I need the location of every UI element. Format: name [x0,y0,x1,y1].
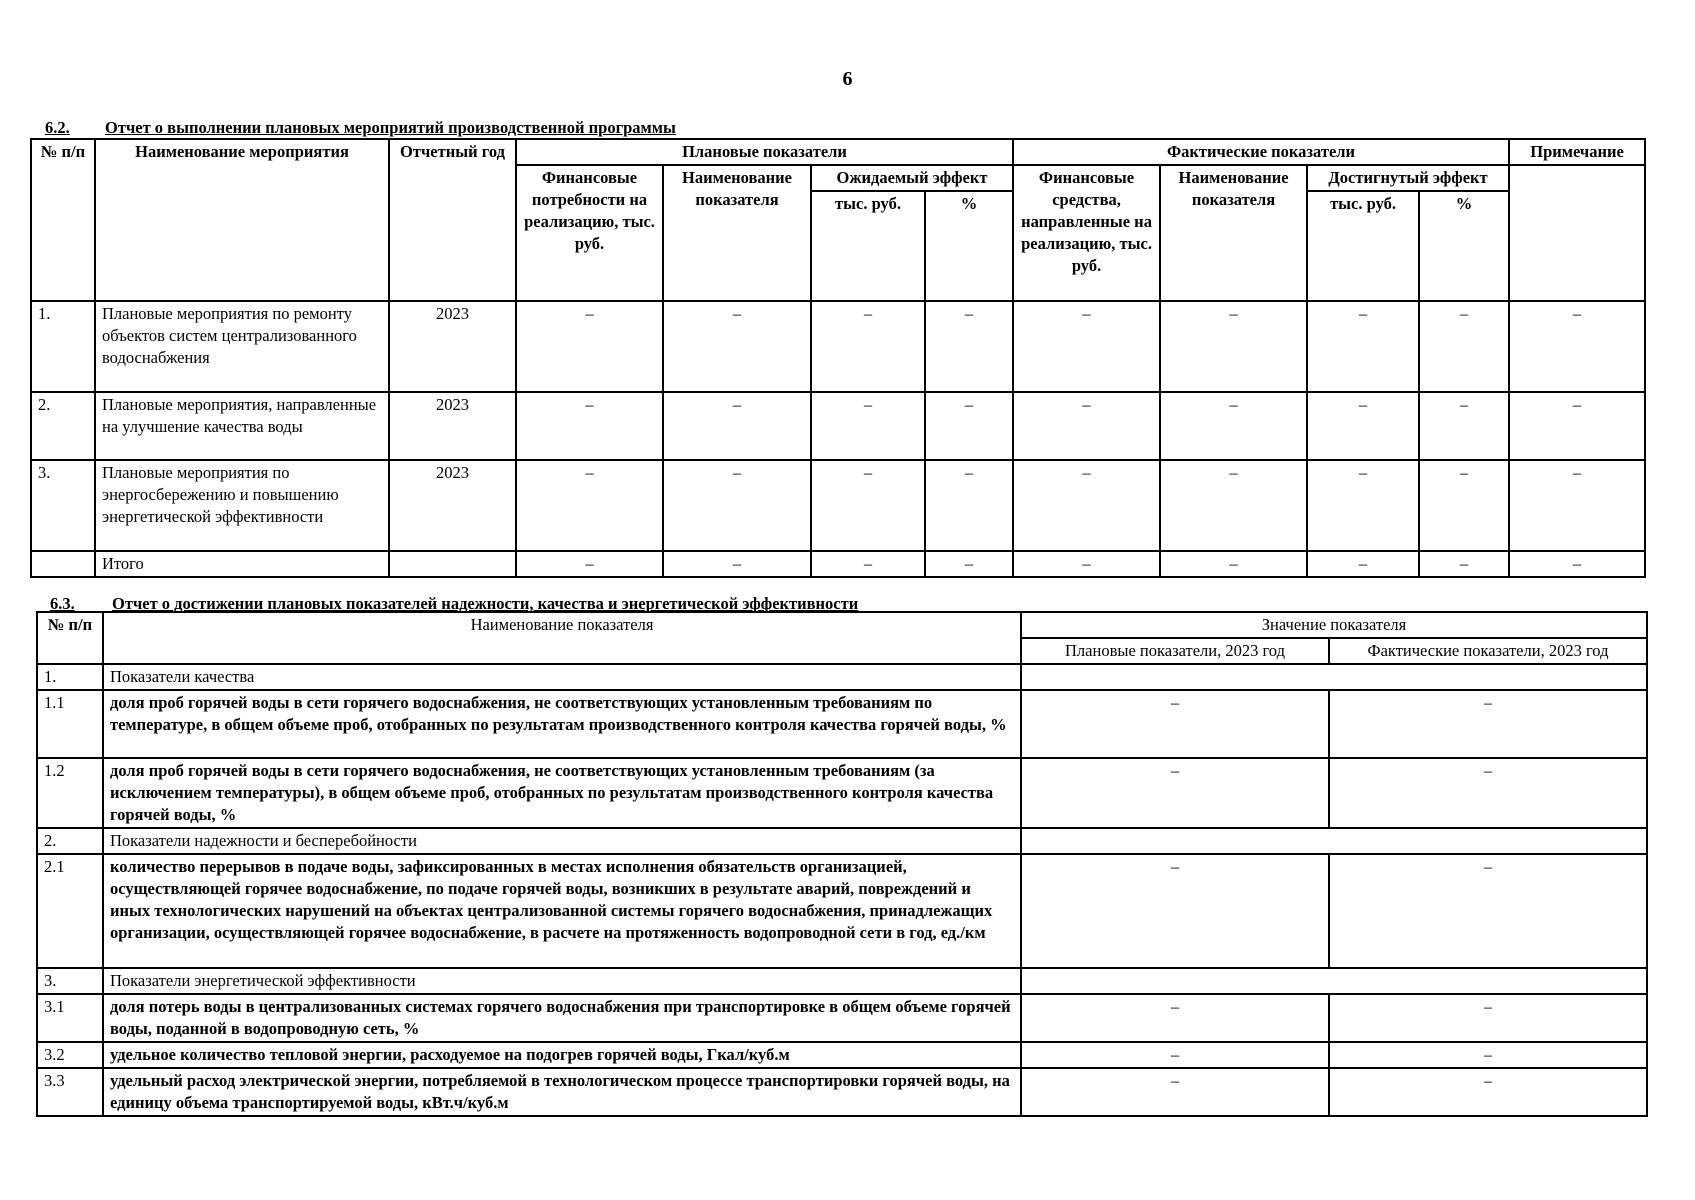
row-num: 3.2 [37,1042,103,1068]
row-value: – [925,460,1013,551]
group-title: Показатели надежности и бесперебойности [103,828,1021,854]
row-value: – [663,301,811,392]
table-row [31,301,1645,392]
header-plan-indicator: Наименование показателя [663,165,811,301]
total-num-empty [31,551,95,577]
row-name: доля проб горячей воды в сети горячего водоснабжения, не соответствующих установленным требованиям по температуре, в общем объеме проб, отобранных по результатам производственного контроля качества горячей воды, % [103,690,1021,758]
row-actual-value: – [1329,994,1647,1042]
header-num: № п/п [31,139,95,301]
total-year-empty [389,551,516,577]
row-value: – [1013,392,1160,460]
row-planned-value: – [1021,758,1329,828]
page-number: 6 [842,68,853,90]
row-num: 3. [37,968,103,994]
table-row [37,1042,1647,1068]
row-name: доля проб горячей воды в сети горячего водоснабжения, не соответствующих установленным требованиям (за исключением температуры), в общем объеме проб, отобранных по результатам производственного контроля качества горячей воды, % [103,758,1021,828]
row-name: Плановые мероприятия, направленные на улучшение качества воды [95,392,389,460]
table-row [37,758,1647,828]
table-row [31,392,1645,460]
total-value: – [925,551,1013,577]
row-actual-value: – [1329,854,1647,968]
table-row [31,460,1645,551]
section-6-3-number: 6.3. [50,594,75,613]
group-row [37,828,1647,854]
header-achieved-pct: % [1419,191,1509,301]
row-num: 1. [37,664,103,690]
row-actual-value: – [1329,1042,1647,1068]
row-name: доля потерь воды в централизованных системах горячего водоснабжения при транспортировке в общем объеме горячей воды, поданной в водопроводную сеть, % [103,994,1021,1042]
row-planned-value: – [1021,994,1329,1042]
row-value: – [1419,392,1509,460]
total-value: – [1509,551,1645,577]
table-row [37,1068,1647,1116]
row-name: количество перерывов в подаче воды, зафиксированных в местах исполнения обязательств организацией, осуществляющей горячее водоснабжение, по подаче горячей воды, возникших в результате аварий, повреждений и иных технологических нарушений на объектах централизованной системы горячего водоснабжения, принадлежащих организации, осуществляющей горячее водоснабжение, в расчете на протяженность водопроводной сети в год, ед./км [103,854,1021,968]
row-num: 1.1 [37,690,103,758]
row-planned-value: – [1021,854,1329,968]
row-value: – [811,460,925,551]
row-value: – [1160,301,1307,392]
row-num: 1. [31,301,95,392]
row-num: 2. [31,392,95,460]
table-row [37,690,1647,758]
row-num: 3.3 [37,1068,103,1116]
total-row [31,551,1645,577]
row-value: – [925,392,1013,460]
production-program-table [30,138,1646,578]
row-num: 2.1 [37,854,103,968]
row-name: Плановые мероприятия по ремонту объектов систем централизованного водоснабжения [95,301,389,392]
row-name: удельный расход электрической энергии, потребляемой в технологическом процессе транспортировки горячей воды, на единицу объема транспортируемой воды, кВт.ч/куб.м [103,1068,1021,1116]
row-value: – [1419,301,1509,392]
row-value: – [1307,392,1419,460]
total-value: – [1160,551,1307,577]
row-name: Плановые мероприятия по энергосбережению и повышению энергетической эффективности [95,460,389,551]
row-value: – [1013,460,1160,551]
header-report-year: Отчетный год [389,139,516,301]
header-num: № п/п [37,612,103,664]
row-value: – [1160,460,1307,551]
table-row [37,854,1647,968]
row-value: – [663,392,811,460]
row-value: – [1509,460,1645,551]
group-empty [1021,664,1647,690]
row-num: 3. [31,460,95,551]
header-planned-2023: Плановые показатели, 2023 год [1021,638,1329,664]
row-value: – [516,460,663,551]
group-row [37,968,1647,994]
row-value: – [1509,392,1645,460]
header-indicator-value: Значение показателя [1021,612,1647,638]
total-value: – [516,551,663,577]
total-value: – [663,551,811,577]
row-value: – [1307,460,1419,551]
total-value: – [811,551,925,577]
section-6-2-title [45,118,676,138]
table-row [37,994,1647,1042]
row-value: – [663,460,811,551]
row-year: 2023 [389,301,516,392]
row-value: – [1307,301,1419,392]
header-note: Примечание [1509,139,1645,165]
header-plan-financial: Финансовые потребности на реализацию, тыс. руб. [516,165,663,301]
group-row [37,664,1647,690]
row-planned-value: – [1021,1042,1329,1068]
row-year: 2023 [389,460,516,551]
row-value: – [516,392,663,460]
total-value: – [1013,551,1160,577]
header-achieved-rub: тыс. руб. [1307,191,1419,301]
group-empty [1021,828,1647,854]
header-planned: Плановые показатели [516,139,1013,165]
row-value: – [925,301,1013,392]
section-6-3-title-text: Отчет о достижении плановых показателей надежности, качества и энергетической эффективности [112,594,859,613]
row-num: 1.2 [37,758,103,828]
header-fact-financial: Финансовые средства, направленные на реализацию, тыс. руб. [1013,165,1160,301]
row-actual-value: – [1329,1068,1647,1116]
row-value: – [1013,301,1160,392]
group-title: Показатели энергетической эффективности [103,968,1021,994]
row-value: – [516,301,663,392]
row-value: – [1419,460,1509,551]
total-value: – [1307,551,1419,577]
row-name: удельное количество тепловой энергии, расходуемое на подогрев горячей воды, Гкал/куб.м [103,1042,1021,1068]
group-empty [1021,968,1647,994]
indicators-table [36,611,1648,1117]
header-note-empty [1509,165,1645,301]
row-value: – [811,301,925,392]
row-value: – [1160,392,1307,460]
row-actual-value: – [1329,758,1647,828]
row-year: 2023 [389,392,516,460]
row-num: 3.1 [37,994,103,1042]
header-event-name: Наименование мероприятия [95,139,389,301]
section-6-2-title-text: Отчет о выполнении плановых мероприятий производственной программы [105,118,676,137]
row-value: – [1509,301,1645,392]
section-6-2-number: 6.2. [45,118,70,137]
header-fact-indicator: Наименование показателя [1160,165,1307,301]
header-actual-2023: Фактические показатели, 2023 год [1329,638,1647,664]
row-planned-value: – [1021,690,1329,758]
row-actual-value: – [1329,690,1647,758]
header-actual: Фактические показатели [1013,139,1509,165]
row-planned-value: – [1021,1068,1329,1116]
header-indicator-name: Наименование показателя [103,612,1021,664]
header-expected-rub: тыс. руб. [811,191,925,301]
group-title: Показатели качества [103,664,1021,690]
header-expected-effect: Ожидаемый эффект [811,165,1013,191]
total-value: – [1419,551,1509,577]
row-value: – [811,392,925,460]
header-achieved-effect: Достигнутый эффект [1307,165,1509,191]
total-label: Итого [95,551,389,577]
header-expected-pct: % [925,191,1013,301]
row-num: 2. [37,828,103,854]
